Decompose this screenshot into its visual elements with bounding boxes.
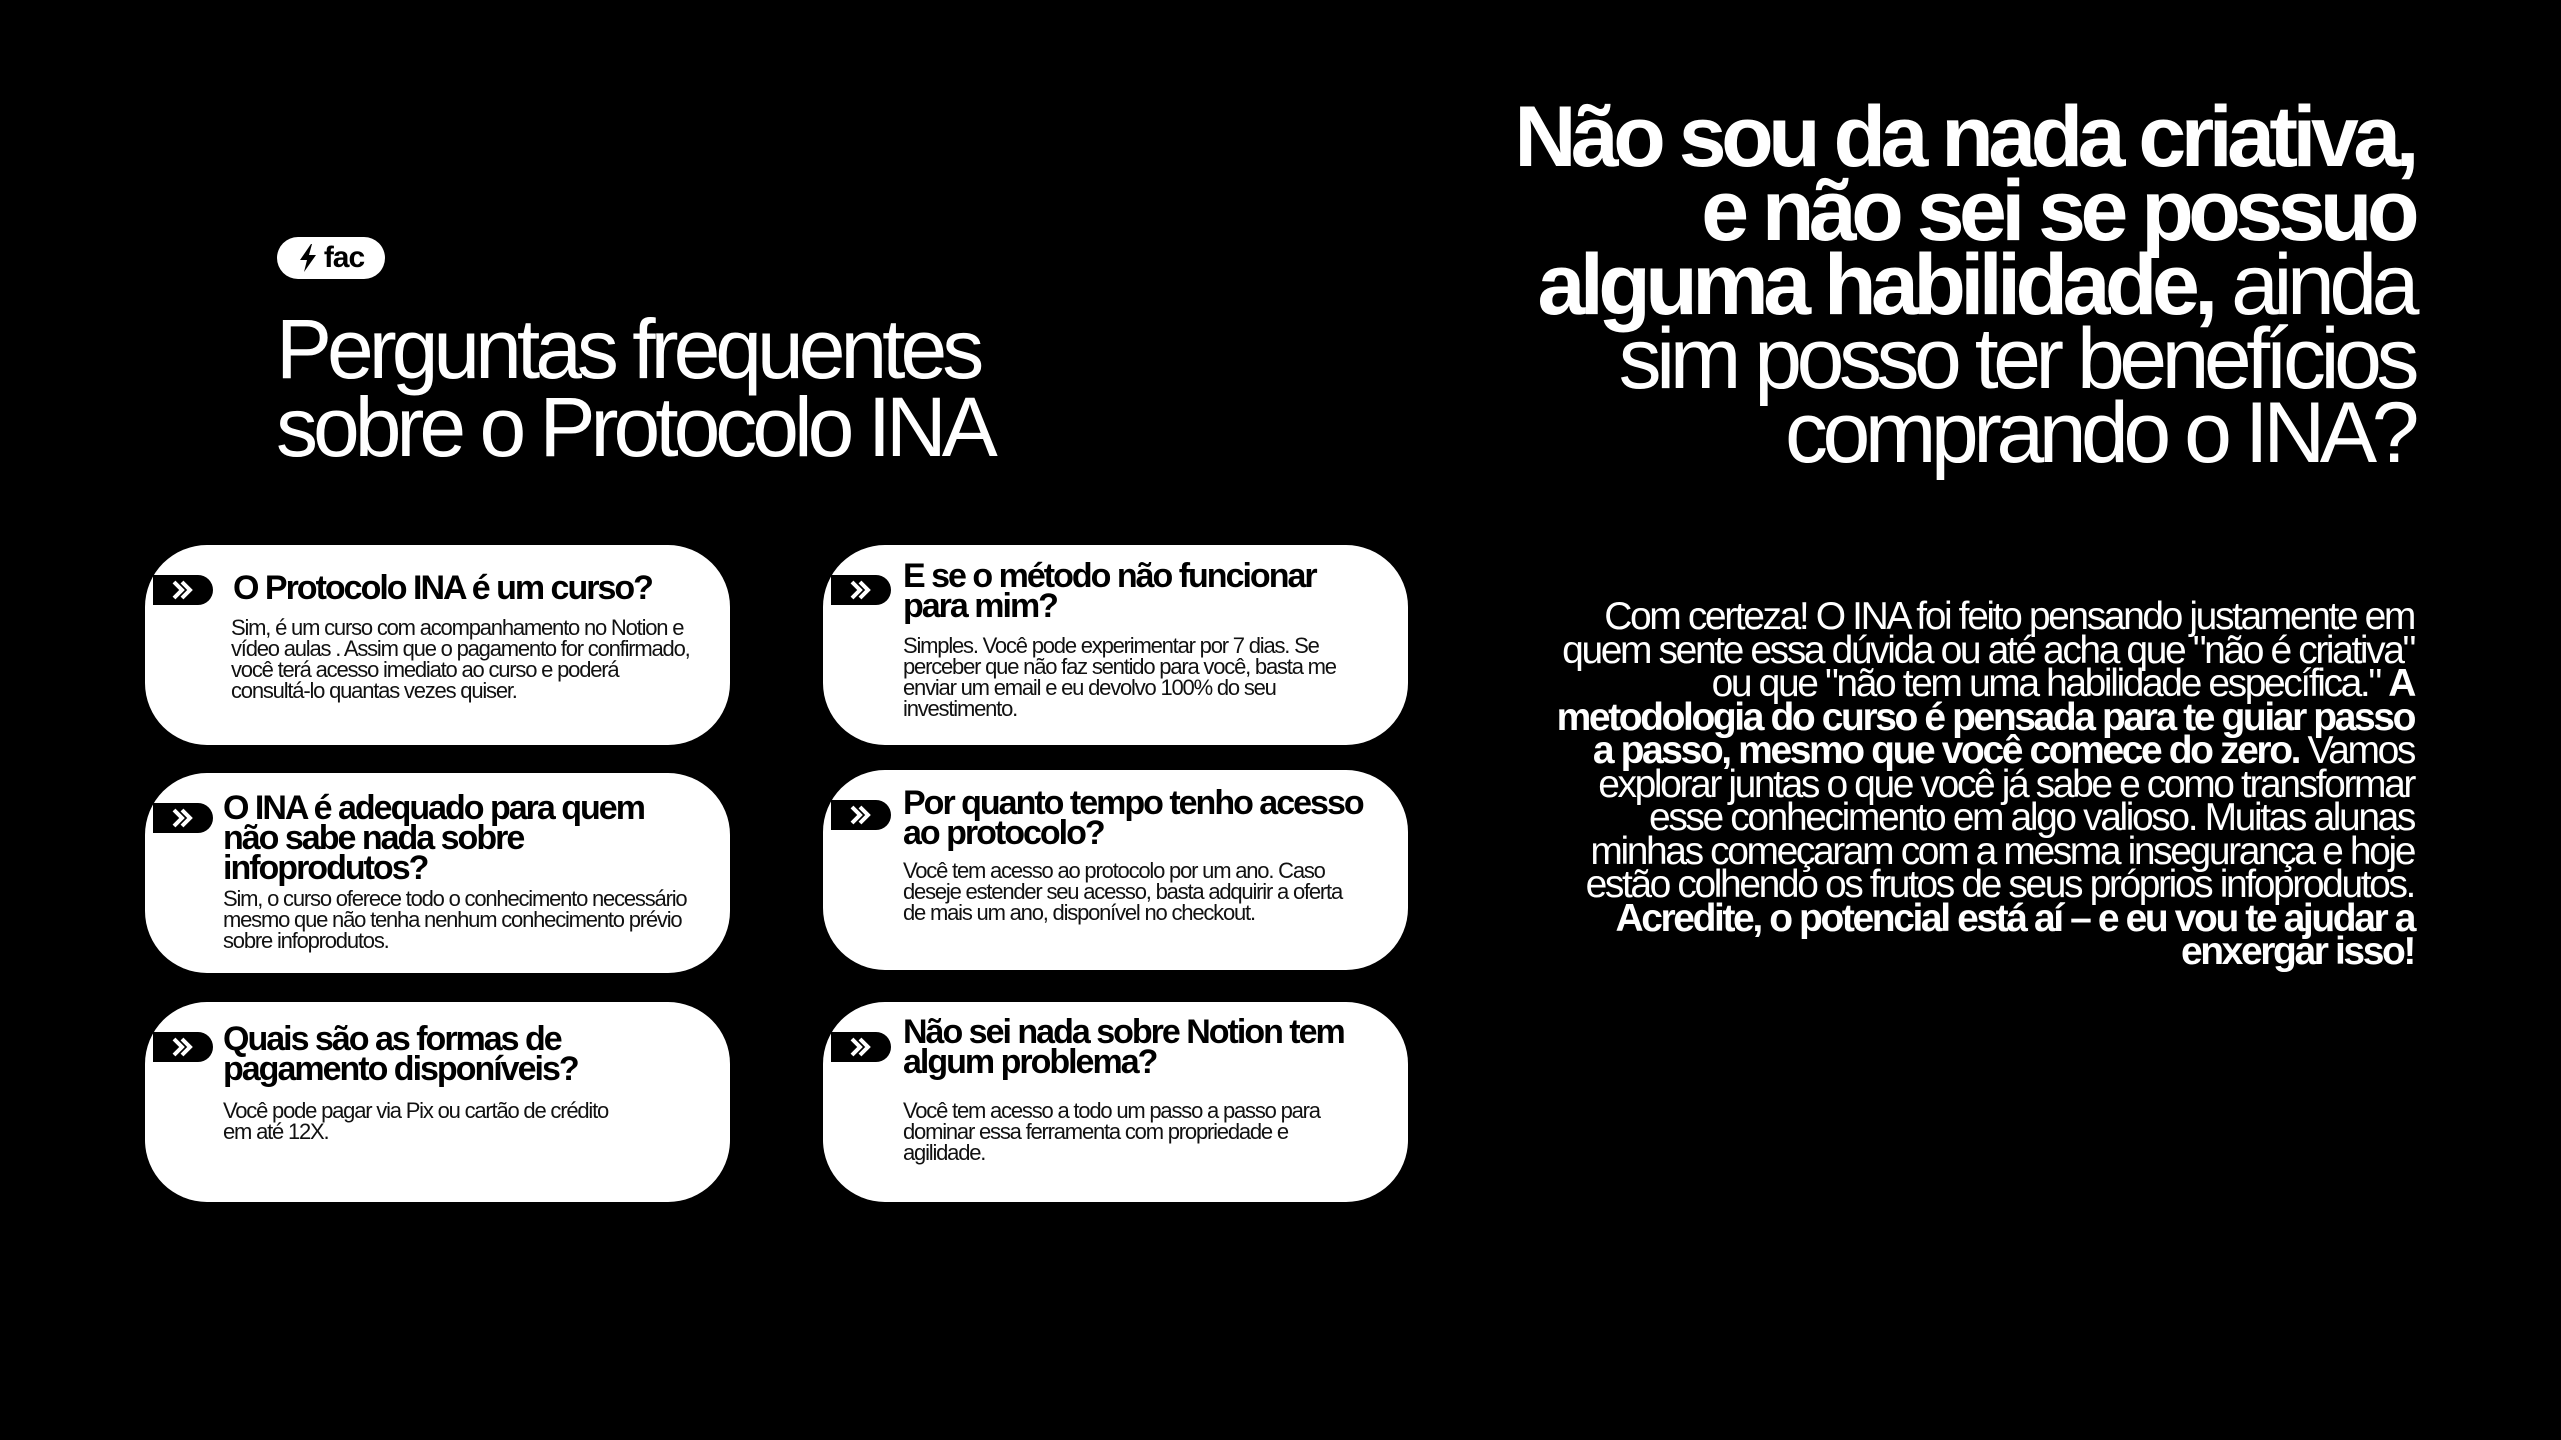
faq-card[interactable] [823, 545, 1408, 745]
faq-question: Quais são as formas de pagamento disponíveis? [223, 1020, 578, 1088]
faq-question: O Protocolo INA é um curso? [233, 569, 652, 607]
faq-answer: Você pode pagar via Pix ou cartão de crédito em até 12X. [223, 1098, 609, 1144]
highlight-body-1: Com certeza! O INA foi feito pensando justamente em quem sente essa dúvida ou até acha que "não é criativa" ou que "não tem uma habilidade específica." [1562, 595, 2414, 705]
chevron-right-icon [153, 1032, 213, 1062]
faq-question: E se o método não funcionar para mim? [903, 557, 1316, 625]
faq-answer: Sim, é um curso com acompanhamento no Notion e vídeo aulas . Assim que o pagamento for confirmado, você terá acesso imediato ao curso e poderá consultá-lo quantas vezes quiser. [231, 615, 690, 703]
highlight-title [1514, 89, 2414, 481]
faq-answer: Sim, o curso oferece todo o conhecimento necessário mesmo que não tenha nenhum conhecimento prévio sobre infoprodutos. [223, 886, 687, 953]
faq-answer: Você tem acesso a todo um passo a passo para dominar essa ferramenta com propriedade e agilidade. [903, 1098, 1320, 1165]
highlight-body-2: A metodologia do curso é pensada para te guiar passo a passo, mesmo que você comece do zero. [1556, 662, 2414, 772]
faq-question: O INA é adequado para quem não sabe nada sobre infoprodutos? [223, 789, 644, 887]
faq-card[interactable] [145, 1002, 730, 1202]
faq-title-line1: Perguntas frequentes [276, 302, 980, 396]
faq-answer: Você tem acesso ao protocolo por um ano. Caso deseje estender seu acesso, basta adquirir a oferta de mais um ano, disponível no checkout. [903, 858, 1342, 925]
faq-title [276, 302, 1176, 474]
fac-badge [277, 237, 385, 279]
faq-card[interactable] [145, 773, 730, 973]
lightning-icon [298, 244, 318, 272]
highlight-title-bold: Não sou da nada criativa, e não sei se possuo alguma habilidade, [1514, 89, 2414, 333]
fac-badge-label: fac [323, 241, 365, 274]
faq-card[interactable] [823, 1002, 1408, 1202]
highlight-title-regular: ainda sim posso ter benefícios comprando o INA? [1618, 237, 2414, 481]
highlight-body [1554, 595, 2414, 973]
faq-card[interactable] [145, 545, 730, 745]
chevron-right-icon [831, 800, 891, 830]
faq-answer: Simples. Você pode experimentar por 7 dias. Se perceber que não faz sentido para você, basta me enviar um email e eu devolvo 100% do seu investimento. [903, 633, 1336, 721]
chevron-right-icon [831, 575, 891, 605]
faq-question: Por quanto tempo tenho acesso ao protocolo? [903, 784, 1363, 852]
highlight-body-3: Vamos explorar juntas o que você já sabe e como transformar esse conhecimento em algo valioso. Muitas alunas minhas começaram com a mesma insegurança e hoje estão colhendo os frutos de seus próprios infoprodutos. [1585, 729, 2414, 906]
faq-card[interactable] [823, 770, 1408, 970]
highlight-body-4: Acredite, o potencial está aí – e eu vou te ajudar a enxergar isso! [1615, 896, 2414, 973]
chevron-right-icon [831, 1032, 891, 1062]
chevron-right-icon [153, 803, 213, 833]
faq-question: Não sei nada sobre Notion tem algum problema? [903, 1013, 1344, 1081]
chevron-right-icon [153, 575, 213, 605]
faq-title-line2: sobre o Protocolo INA [276, 380, 993, 474]
